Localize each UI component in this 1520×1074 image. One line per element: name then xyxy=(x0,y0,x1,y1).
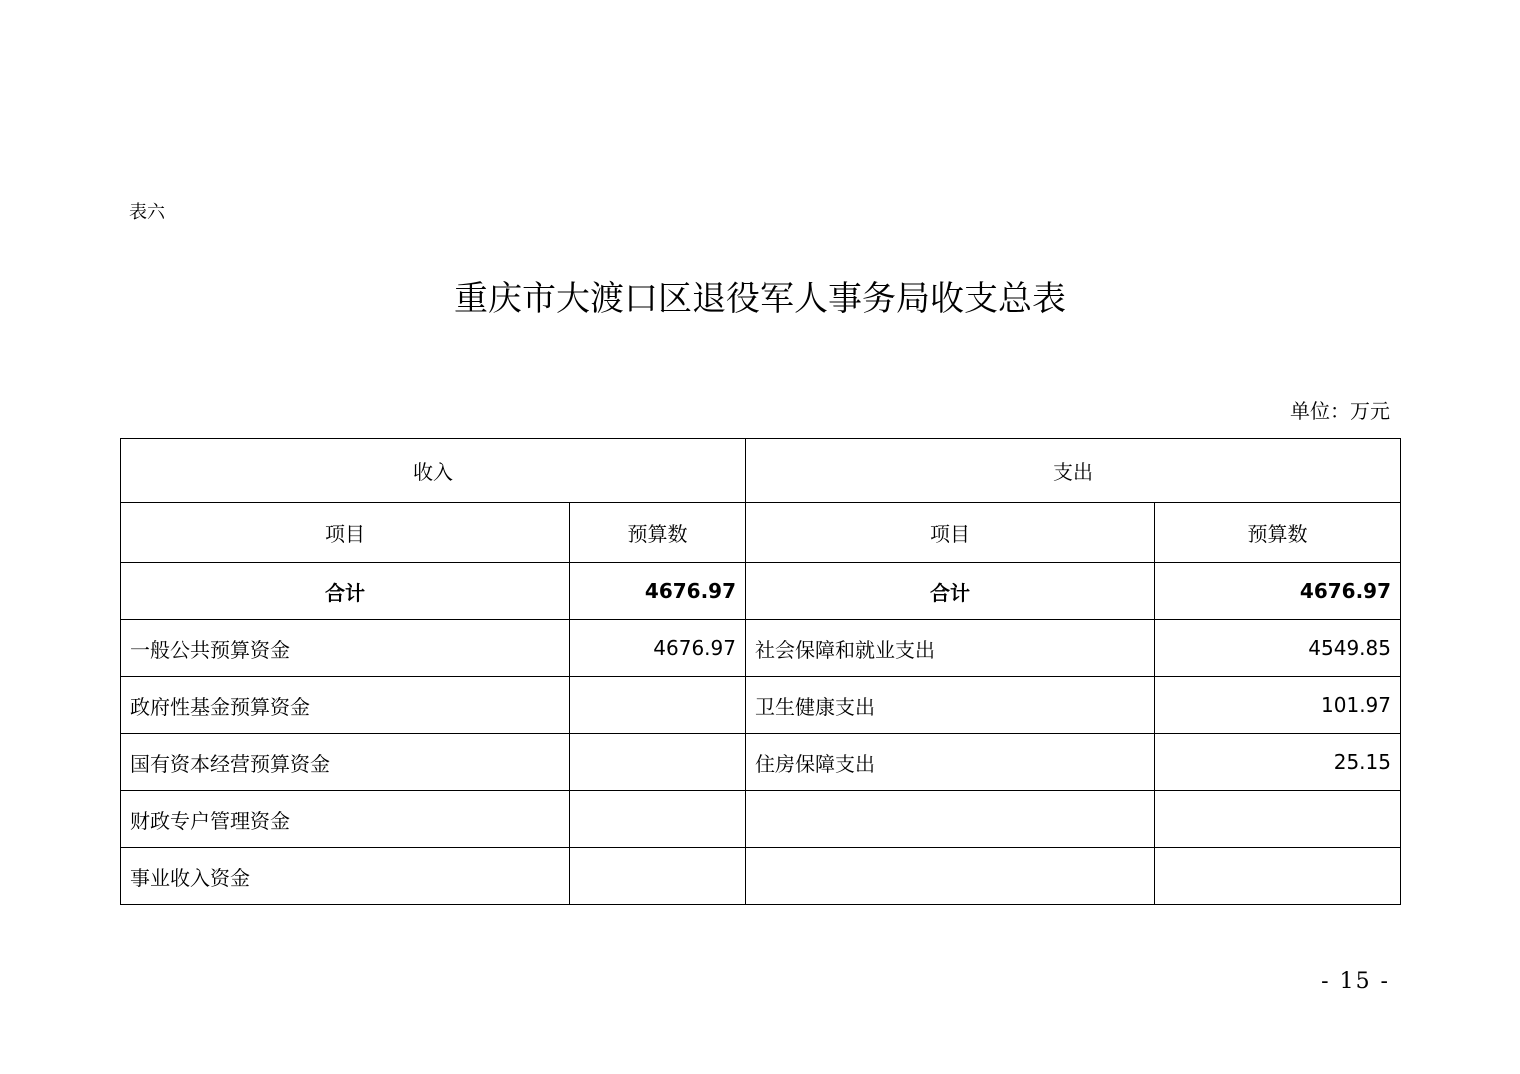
expense-item xyxy=(746,848,1155,905)
income-item: 国有资本经营预算资金 xyxy=(121,734,570,791)
income-value xyxy=(570,677,746,734)
expense-value: 4549.85 xyxy=(1155,620,1401,677)
table-column-header-row xyxy=(121,503,1401,563)
income-value: 4676.97 xyxy=(570,620,746,677)
income-value xyxy=(570,734,746,791)
expense-total-label: 合计 xyxy=(746,563,1155,620)
income-value xyxy=(570,848,746,905)
expense-item xyxy=(746,791,1155,848)
total-row xyxy=(121,563,1401,620)
expense-value xyxy=(1155,848,1401,905)
income-value xyxy=(570,791,746,848)
expense-value xyxy=(1155,791,1401,848)
expense-budget-column-header: 预算数 xyxy=(1155,503,1401,563)
table-row xyxy=(121,848,1401,905)
income-total-label: 合计 xyxy=(121,563,570,620)
income-item: 一般公共预算资金 xyxy=(121,620,570,677)
table-row xyxy=(121,620,1401,677)
table-row xyxy=(121,734,1401,791)
income-item-column-header: 项目 xyxy=(121,503,570,563)
income-item: 事业收入资金 xyxy=(121,848,570,905)
table-group-header-row xyxy=(121,439,1401,503)
expense-item: 住房保障支出 xyxy=(746,734,1155,791)
income-item: 财政专户管理资金 xyxy=(121,791,570,848)
table-label: 表六 xyxy=(129,202,165,223)
budget-summary-table xyxy=(120,438,1401,905)
unit-label: 单位：万元 xyxy=(1290,399,1390,423)
expense-total-value: 4676.97 xyxy=(1155,563,1401,620)
expense-item-column-header: 项目 xyxy=(746,503,1155,563)
expense-value: 101.97 xyxy=(1155,677,1401,734)
table-row xyxy=(121,677,1401,734)
expense-item: 社会保障和就业支出 xyxy=(746,620,1155,677)
expense-value: 25.15 xyxy=(1155,734,1401,791)
table-row xyxy=(121,791,1401,848)
income-header: 收入 xyxy=(121,439,746,503)
page-number: - 15 - xyxy=(1321,969,1390,994)
page-title: 重庆市大渡口区退役军人事务局收支总表 xyxy=(454,279,1066,319)
expense-header: 支出 xyxy=(746,439,1401,503)
income-total-value: 4676.97 xyxy=(570,563,746,620)
income-item: 政府性基金预算资金 xyxy=(121,677,570,734)
expense-item: 卫生健康支出 xyxy=(746,677,1155,734)
income-budget-column-header: 预算数 xyxy=(570,503,746,563)
